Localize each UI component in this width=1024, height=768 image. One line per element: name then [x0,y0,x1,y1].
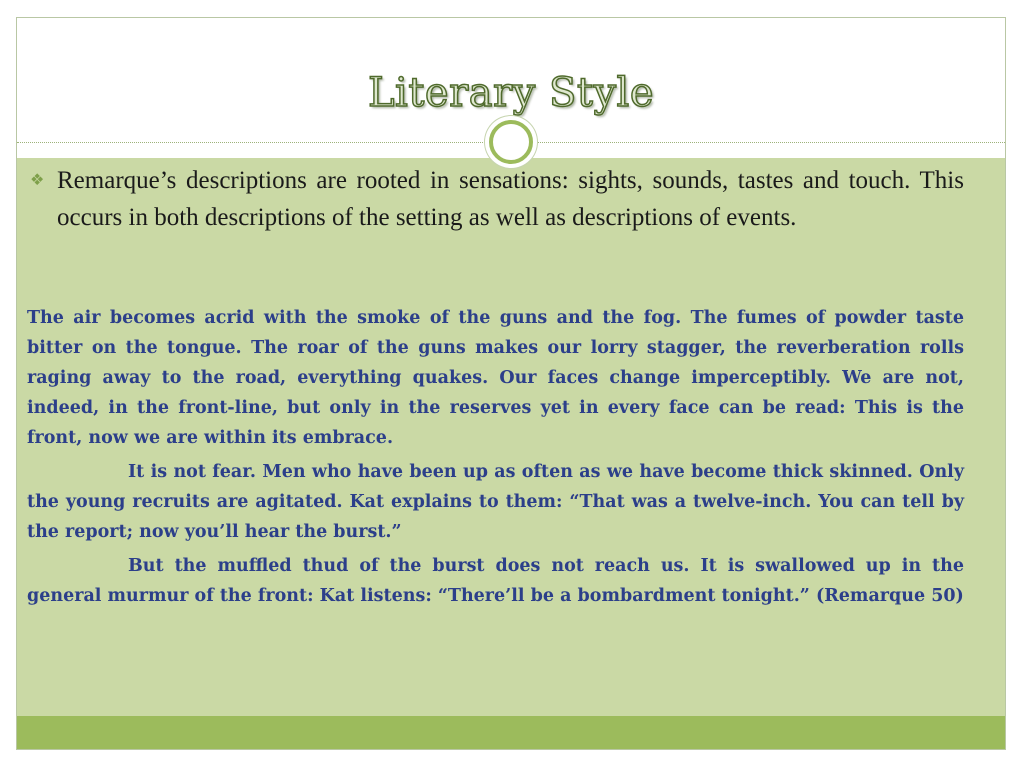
footer-bar [17,716,1005,750]
quote-paragraph: But the muffled thud of the burst does not reach us. It is swallowed up in the general murmur of the front: Kat listens: “There’ll be a bombardment tonight.” (Remarque 50) [27,556,964,606]
diamond-bullet-icon: ❖ [30,170,45,189]
divider-circle-icon [485,116,537,168]
slide-title: Literary Style [367,70,655,116]
quote-paragraph: The air becomes acrid with the smoke of the guns and the fog. The fumes of powder taste bitter on the tongue. The roar of the guns makes our lorry stagger, the reverberation rolls raging away to the road, everything quakes. Our faces change imperceptibly. We are not, indeed, in the front-line, but only in the reserves yet in every face can be read: This is the front, now we are within its embrace. [27,308,964,448]
divider-circle-ring [489,120,533,164]
bullet-item [30,162,964,236]
bullet-text: Remarque’s descriptions are rooted in sensations: sights, sounds, tastes and touch. This occurs in both descriptions of the setting as well as descriptions of events. [57,167,964,231]
quote-paragraph: It is not fear. Men who have been up as often as we have become thick skinned. Only the young recruits are agitated. Kat explains to them: “That was a twelve-inch. You can tell by the report; now you’ll hear the burst.” [27,462,964,542]
quote-block [27,303,964,611]
